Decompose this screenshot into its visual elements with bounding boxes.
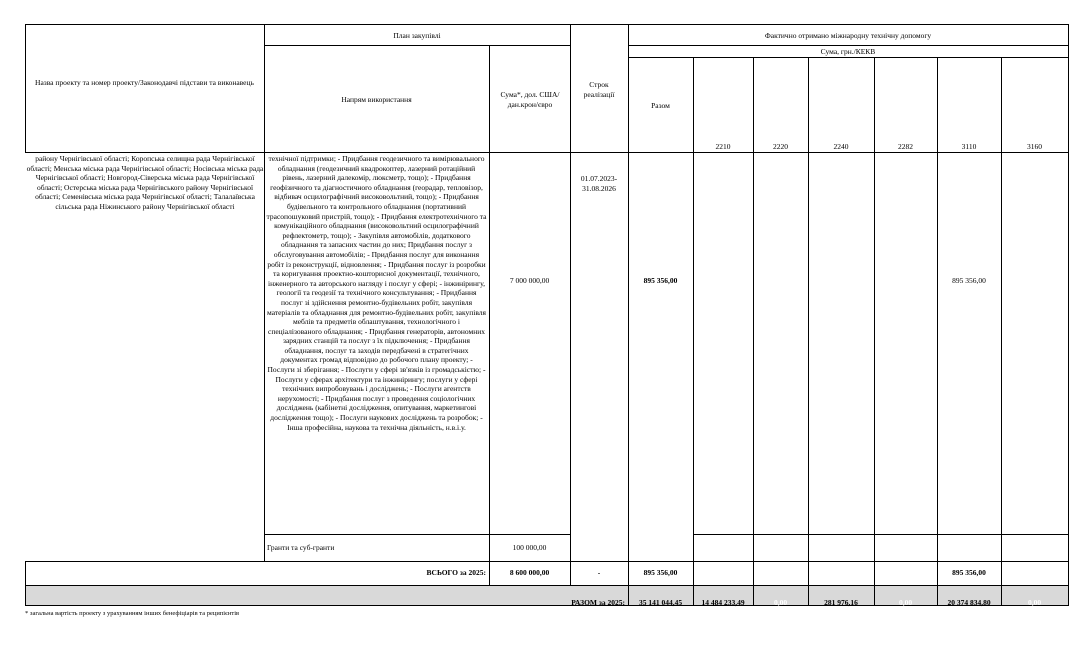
year-total-sum: 8 600 000,00 xyxy=(509,568,550,577)
header-sum-foreign: Сума*, дол. США/дан.крон/євро xyxy=(500,90,560,109)
year-total-label: ВСЬОГО за 2025: xyxy=(426,568,486,577)
grants-sum: 100 000,00 xyxy=(512,543,547,552)
year-total-3110: 895 356,00 xyxy=(952,568,986,577)
header-sum-uah: Сума, грн./КЕКВ xyxy=(820,47,876,56)
grand-total-2282: 0,00 xyxy=(898,598,913,607)
row-term: 01.07.2023-31.08.2026 xyxy=(580,174,618,193)
header-code-3160: 3160 xyxy=(1027,142,1042,151)
footnote: * загальна вартість проекту з урахуванням інших бенефіціарів та реципієнтів xyxy=(25,610,240,617)
year-total-term: - xyxy=(597,568,601,577)
header-direction: Напрям використання xyxy=(341,95,412,104)
grants-label: Гранти та суб-гранти xyxy=(267,543,335,552)
project-text: району Чернігівської області; Коропська селищна рада Чернігівської області; Менська міська рада Чернігівської області; Носівська міська рада Чернігівської області; Новгород-Сіверська міська рада Чернігівської області; Остерська міська рада Чернігівського району Чернігівської області; Семенівська міська рада Чернігівської області; Талалаївська сільська рада Ніжинського району Чернігівської області xyxy=(26,154,264,211)
grand-total-2240: 281 976,16 xyxy=(824,598,858,607)
grand-total-2220: 0,00 xyxy=(773,598,788,607)
year-total-total: 895 356,00 xyxy=(643,568,678,577)
row-sum: 7 000 000,00 xyxy=(509,276,550,285)
header-actual-title: Фактично отримано міжнародну технічну допомогу xyxy=(764,31,932,40)
header-code-2220: 2220 xyxy=(773,142,788,151)
header-code-3110: 3110 xyxy=(961,142,977,151)
grand-total-total: 35 141 044,45 xyxy=(638,598,683,607)
header-project-name: Назва проекту та номер проекту/Законодавчі підстави та виконавець xyxy=(35,78,254,87)
header-plan-title: План закупівлі xyxy=(393,31,441,40)
grand-total-label: РАЗОМ за 2025: xyxy=(571,598,625,607)
row-total: 895 356,00 xyxy=(643,276,678,285)
header-code-2282: 2282 xyxy=(898,142,913,151)
grand-total-2210: 14 484 233,49 xyxy=(701,598,745,607)
header-code-2240: 2240 xyxy=(833,142,849,151)
grand-total-3110: 20 374 834,80 xyxy=(947,598,991,607)
grand-total-3160: 0,00 xyxy=(1027,598,1042,607)
header-total: Разом xyxy=(651,101,670,110)
header-term: Строк реалізації xyxy=(583,80,615,99)
row-3110: 895 356,00 xyxy=(952,276,986,285)
direction-text: технічної підтримки; - Придбання геодезичного та вимірювального обладнання (геодезичний квадрокоптер, лазерний ротаційний рівень, лазерний далекомір, люксметр, тощо); - Придбання геофізичного та діагностичного обладнання (георадар, тепловізор, відбивач осцилографічний високовольтний, тощо); - Придбання будівельного та контрольного обладнання (портативний трасопошуковий пристрій, тощо); - Придбання електротехнічного та комунікаційного обладнання (високовольтний осцилографічний рефлектометр, тощо); - Закупівля автомобілів, додаткового обладнання та запасних частин до них; Придбання послуг з обслуговування автомобілів; - Придбання послуг для виконання робіт із реконструкції, відновлення; - Придбання послуг із розробки та коригування проектно-кошторисної документації, технічного, інженерного та авторського нагляду і послуг у сфері; - інжинірингу, геології та геодезії та технічного консультування; - Придбання послуг зі здійснення ремонтно-будівельних робіт, закупівля матеріалів та обладнання для ремонтно-будівельних робіт, закупівля меблів та предметів облаштування, технологічного і спеціалізованого обладнання; - Придбання генераторів, автономних зарядних станцій та послуг з їх підключення; - Придбання обладнання, послуг та заходів передбачені в стратегічних документах громад відповідно до робочого плану проекту; - Послуги зі зберігання; - Послуги у сфері зв'язків із громадськістю; - Послуги у сферах архітектури та інжинірингу; послуги у сфері технічних випробовувань і досліджень; - Послуги агентств нерухомості; - Придбання послуг з проведення соціологічних досліджень (кабінетні дослідження, опитування, маркетингові дослідження тощо); - Послуги наукових досліджень та розробок; - Інша професійна, наукова та технічна діяльність, н.в.і.у. xyxy=(266,154,487,432)
header-code-2210: 2210 xyxy=(715,142,731,151)
